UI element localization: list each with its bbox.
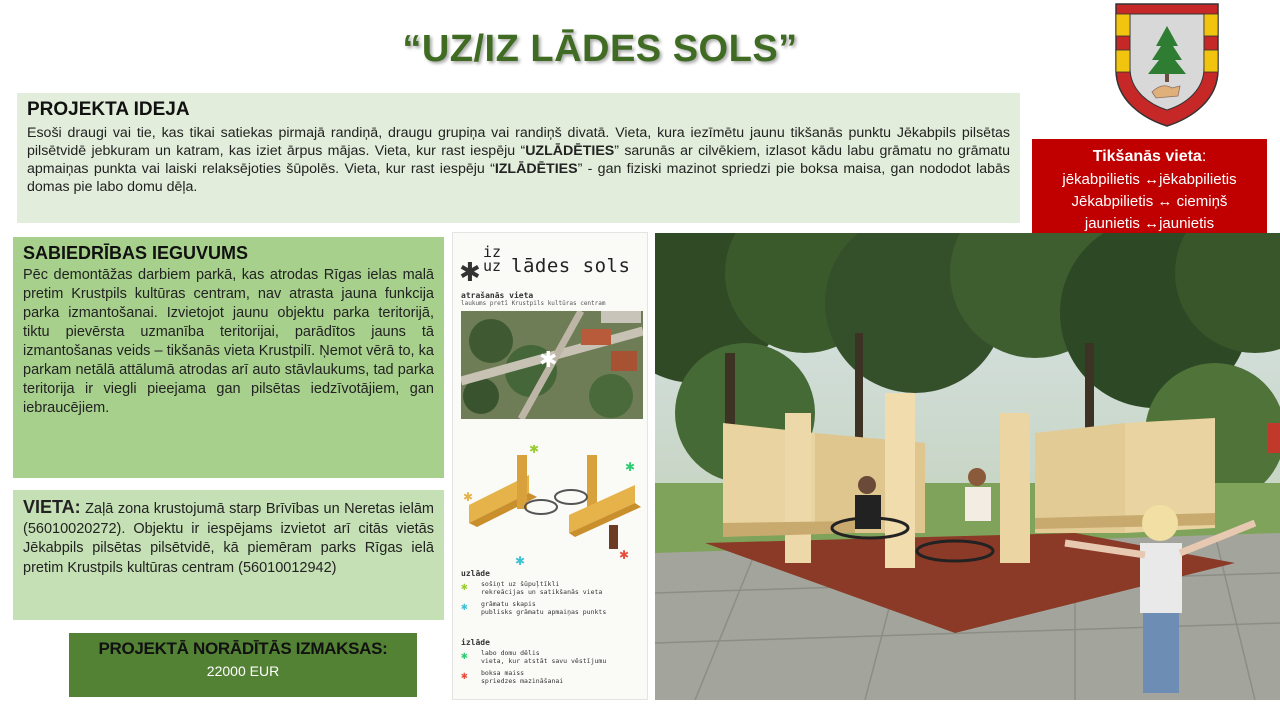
meeting-title-colon: : bbox=[1201, 148, 1207, 165]
legend-item-desc: rekreācijas un satikšanās vieta bbox=[481, 588, 603, 596]
meeting-line: jēkabpilietis ↔jēkabpilietis bbox=[1062, 171, 1237, 188]
aerial-map-image bbox=[461, 311, 643, 419]
legend-item: grāmatu skapis bbox=[481, 600, 536, 608]
svg-text:✱: ✱ bbox=[515, 554, 526, 568]
poster-location-title: atrašanās vieta bbox=[461, 291, 534, 300]
svg-text:✱: ✱ bbox=[539, 348, 558, 373]
legend-item-desc: spriedzes mazināšanai bbox=[481, 677, 564, 685]
svg-text:✱: ✱ bbox=[529, 445, 540, 456]
poster-brand: lādes sols bbox=[511, 255, 631, 277]
axonometric-bench-drawing bbox=[459, 445, 645, 569]
svg-text:✱: ✱ bbox=[619, 548, 630, 562]
project-idea-heading: PROJEKTA IDEJA bbox=[27, 99, 190, 120]
project-poster bbox=[452, 232, 648, 700]
legend-item-desc: publisks grāmatu apmaiņas punkts bbox=[481, 608, 607, 616]
idea-text-part: ” sarunās ar cilvēkiem, izlasot kādu labu grāmatu no grāmatu apmaiņas punkta vai laiski relaksējoties šūpolēs. Vieta, kur rast iespēju “ bbox=[27, 143, 1010, 177]
idea-bold-discharge: IZLĀDĒTIES bbox=[494, 161, 578, 177]
poster-location-subtitle: laukums pretī Krustpils kultūras centram bbox=[461, 300, 606, 307]
legend-item: labo domu dēlis bbox=[481, 649, 540, 657]
svg-text:✱: ✱ bbox=[463, 490, 474, 504]
legend-heading: izlāde bbox=[461, 638, 490, 647]
location-label: VIETA: bbox=[23, 497, 81, 517]
cost-box bbox=[69, 633, 417, 697]
coat-of-arms-icon bbox=[1112, 0, 1222, 128]
legend-item: boksa maiss bbox=[481, 669, 525, 677]
poster-iz: iz bbox=[483, 243, 502, 261]
cost-value: 22000 EUR bbox=[206, 663, 280, 679]
legend-star-icon: ✱ bbox=[461, 669, 468, 682]
social-benefit-box bbox=[13, 237, 444, 478]
idea-text-part: ” - gan fiziski mazinot spriedzi pie boksa maisa, gan nododot labās domas pie labo domu dēļa. bbox=[27, 161, 1010, 195]
legend-star-icon: ✱ bbox=[461, 600, 468, 613]
social-benefit-text: Pēc demontāžas darbiem parkā, kas atrodas Rīgas ielas malā pretim Krustpils kultūras centram, nav atrasta jauna funkcija parka izmantošanai. Izvietojot jaunu objektu parka teritorijā, tiktu pievērsta uzmanība teritorijai, parādītos jauns tā izmantošanas veids – tikšanās vieta Krustpilī. Ņemot vērā to, ka parkam netālā attālumā atrodas arī auto stāvlaukums, tad parka teritorija ir viegli pieejama gan pilsētas iedzīvotājiem, gan iebraucējiem. bbox=[23, 267, 434, 416]
bench-visualization-photo bbox=[655, 233, 1280, 700]
poster-legend-discharge bbox=[461, 638, 606, 685]
legend-star-icon: ✱ bbox=[461, 580, 468, 593]
poster-legend-recharge bbox=[461, 569, 606, 616]
page-title: “UZ/IZ LĀDES SOLS” bbox=[402, 28, 798, 70]
svg-text:✱: ✱ bbox=[625, 460, 636, 474]
cost-label: PROJEKTĀ NORĀDĪTĀS IZMAKSAS: bbox=[98, 639, 388, 658]
poster-iz-uz bbox=[483, 245, 501, 273]
idea-text-part: Esoši draugi vai tie, kas tikai satiekas pirmajā randiņā, draugu grupiņa vai randiņš divatā. Vieta, kura iezīmētu jaunu tikšanās punktu Jēkabpils pilsētas pilsētvidē jebkuram un katram, kas iziet ārpus mājas. Vieta, kur rast iespēju “ bbox=[27, 125, 1010, 159]
legend-heading: uzlāde bbox=[461, 569, 490, 578]
legend-star-icon: ✱ bbox=[461, 649, 468, 662]
location-description: Zaļā zona krustojumā starp Brīvības un Neretas ielām (56010020272). Objektu ir iespējams izvietot arī citās vietās Jēkabpils pilsētas pilsētvidē, kā piemēram parks Rīgas ielā pretim Krustpils kultūras centram (56010012942) bbox=[23, 501, 434, 576]
meeting-line: Jēkabpilietis ↔ ciemiņš bbox=[1071, 193, 1228, 210]
project-idea-box bbox=[17, 93, 1020, 223]
meeting-title-text: Tikšanās vieta bbox=[1092, 148, 1202, 165]
location-text bbox=[23, 498, 434, 578]
meeting-line: jaunietis ↔jaunietis bbox=[1084, 215, 1215, 232]
poster-uz: uz bbox=[483, 257, 502, 275]
location-box bbox=[13, 490, 444, 620]
project-idea-text bbox=[27, 124, 1010, 196]
legend-item-desc: vieta, kur atstāt savu vēstījumu bbox=[481, 657, 607, 665]
poster-star-icon: ✱ bbox=[459, 257, 481, 287]
meeting-place-title bbox=[1036, 147, 1263, 167]
social-benefit-heading: SABIEDRĪBAS IEGUVUMS bbox=[23, 243, 249, 263]
legend-item: sošiņt uz šūpuļtīkli bbox=[481, 580, 560, 588]
idea-bold-recharge: UZLĀDĒTIES bbox=[525, 143, 615, 159]
